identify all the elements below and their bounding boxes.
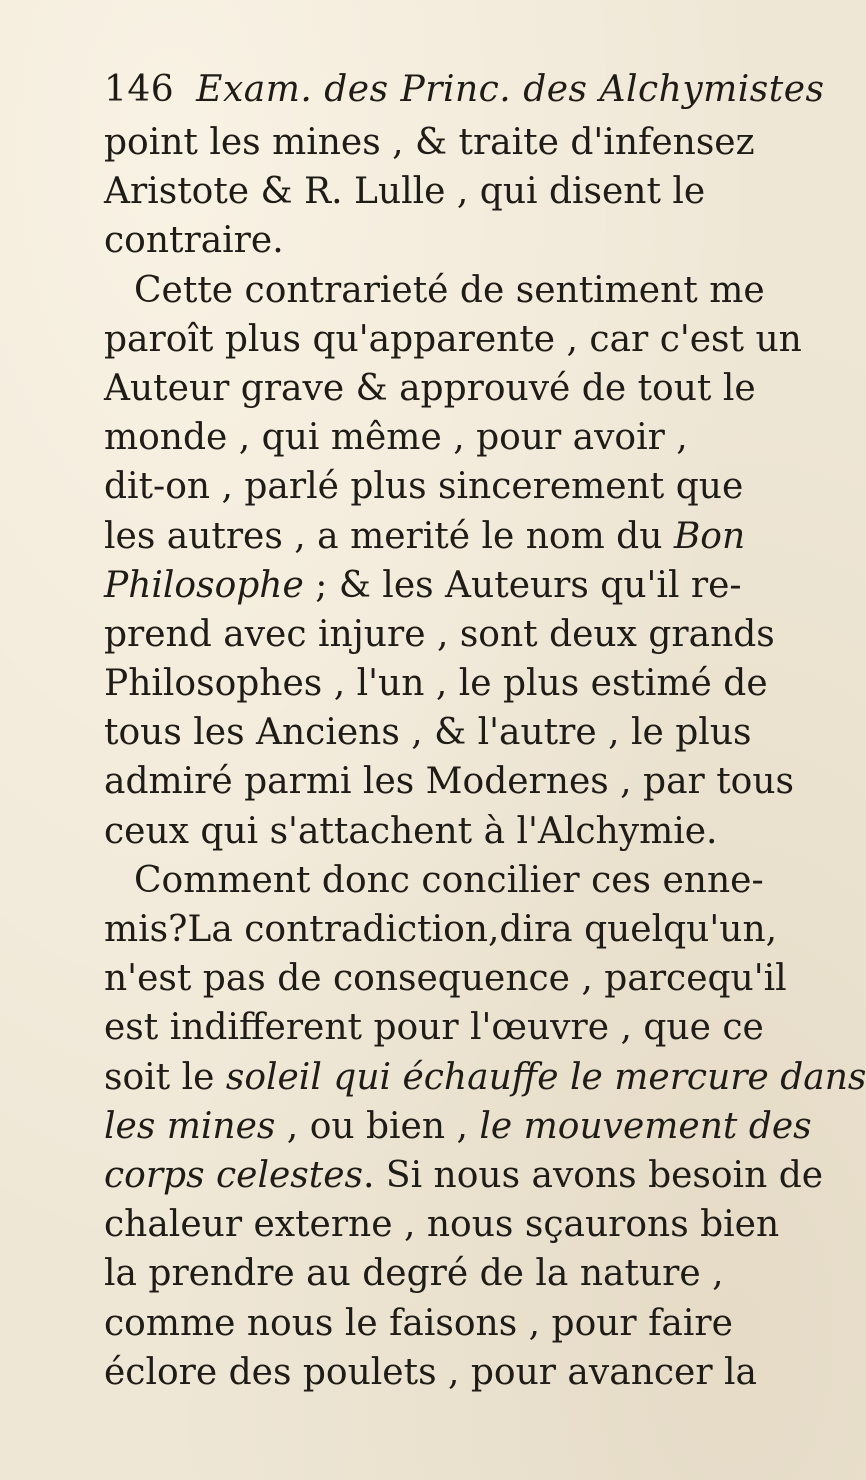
text-line: [104, 905, 794, 954]
text-line: [104, 954, 794, 1003]
text-run: chaleur externe , nous sçaurons bien: [104, 1204, 780, 1246]
italic-run: Philosophe: [104, 564, 304, 606]
text-line: [104, 1102, 812, 1151]
text-line: [104, 1200, 794, 1249]
text-line: [104, 266, 794, 315]
running-header: [104, 66, 825, 118]
text-run: monde , qui même , pour avoir ,: [104, 417, 688, 459]
text-line: [104, 167, 794, 216]
text-run: paroît plus qu'apparente , car c'est un: [104, 318, 802, 360]
running-title: Exam. des Princ. des Alchymistes: [196, 69, 825, 110]
text-line: [104, 1348, 794, 1397]
text-run: tous les Anciens , & l'autre , le plus: [104, 712, 752, 754]
text-run: Philosophes , l'un , le plus estimé de: [104, 663, 768, 705]
text-line: [104, 413, 794, 462]
text-run: Cette contrarieté de sentiment me: [134, 269, 765, 311]
text-line: [104, 1003, 794, 1052]
text-line: [104, 1053, 866, 1102]
text-run: Comment donc concilier ces enne-: [134, 859, 764, 901]
text-run: point les mines , & traite d'infensez: [104, 122, 755, 163]
text-run: soit le: [104, 1056, 226, 1098]
text-line: [104, 561, 794, 610]
text-run: les autres , a merité le nom du: [104, 515, 674, 557]
italic-run: soleil qui échauffe le mercure dans: [225, 1056, 866, 1098]
text-run: mis?La contradiction,dira quelqu'un,: [104, 909, 778, 950]
text-line: [104, 1249, 794, 1298]
text-run: , ou bien ,: [275, 1105, 480, 1147]
italic-run: Bon: [673, 515, 746, 557]
text-run: la prendre au degré de la nature ,: [104, 1253, 724, 1295]
text-line: [104, 807, 794, 856]
page-number: 146: [104, 69, 175, 110]
text-line: [104, 216, 794, 265]
text-line: [104, 512, 794, 561]
body-text: [104, 118, 866, 1397]
text-run: comme nous le faisons , pour faire: [104, 1302, 733, 1344]
text-run: Auteur grave & approuvé de tout le: [104, 367, 756, 409]
italic-run: les mines: [104, 1105, 276, 1147]
text-run: éclore des poulets , pour avancer la: [104, 1351, 757, 1393]
text-line: [104, 118, 794, 167]
text-line: [104, 1151, 824, 1200]
text-run: admiré parmi les Modernes , par tous: [104, 761, 795, 803]
text-line: [104, 462, 794, 511]
text-line: [104, 315, 802, 364]
text-run: ; & les Auteurs qu'il re-: [303, 564, 742, 606]
text-line: [104, 708, 794, 757]
italic-run: corps celestes: [104, 1154, 364, 1196]
text-run: ceux qui s'attachent à l'Alchymie.: [104, 810, 718, 852]
text-line: [104, 659, 794, 708]
text-run: prend avec injure , sont deux grands: [104, 613, 775, 655]
book-page: [104, 66, 866, 1397]
text-line: [104, 610, 794, 659]
text-line: [104, 757, 794, 806]
text-run: Aristote & R. Lulle , qui disent le: [104, 171, 706, 213]
text-run: contraire.: [104, 220, 284, 262]
italic-run: le mouvement des: [479, 1105, 812, 1147]
text-run: . Si nous avons besoin de: [363, 1154, 824, 1196]
text-line: [104, 1299, 794, 1348]
text-run: n'est pas de consequence , parcequ'il: [104, 958, 787, 1000]
text-run: est indifferent pour l'œuvre , que ce: [104, 1007, 764, 1049]
text-run: dit-on , parlé plus sincerement que: [104, 466, 744, 508]
text-line: [104, 364, 794, 413]
text-line: [104, 856, 794, 905]
